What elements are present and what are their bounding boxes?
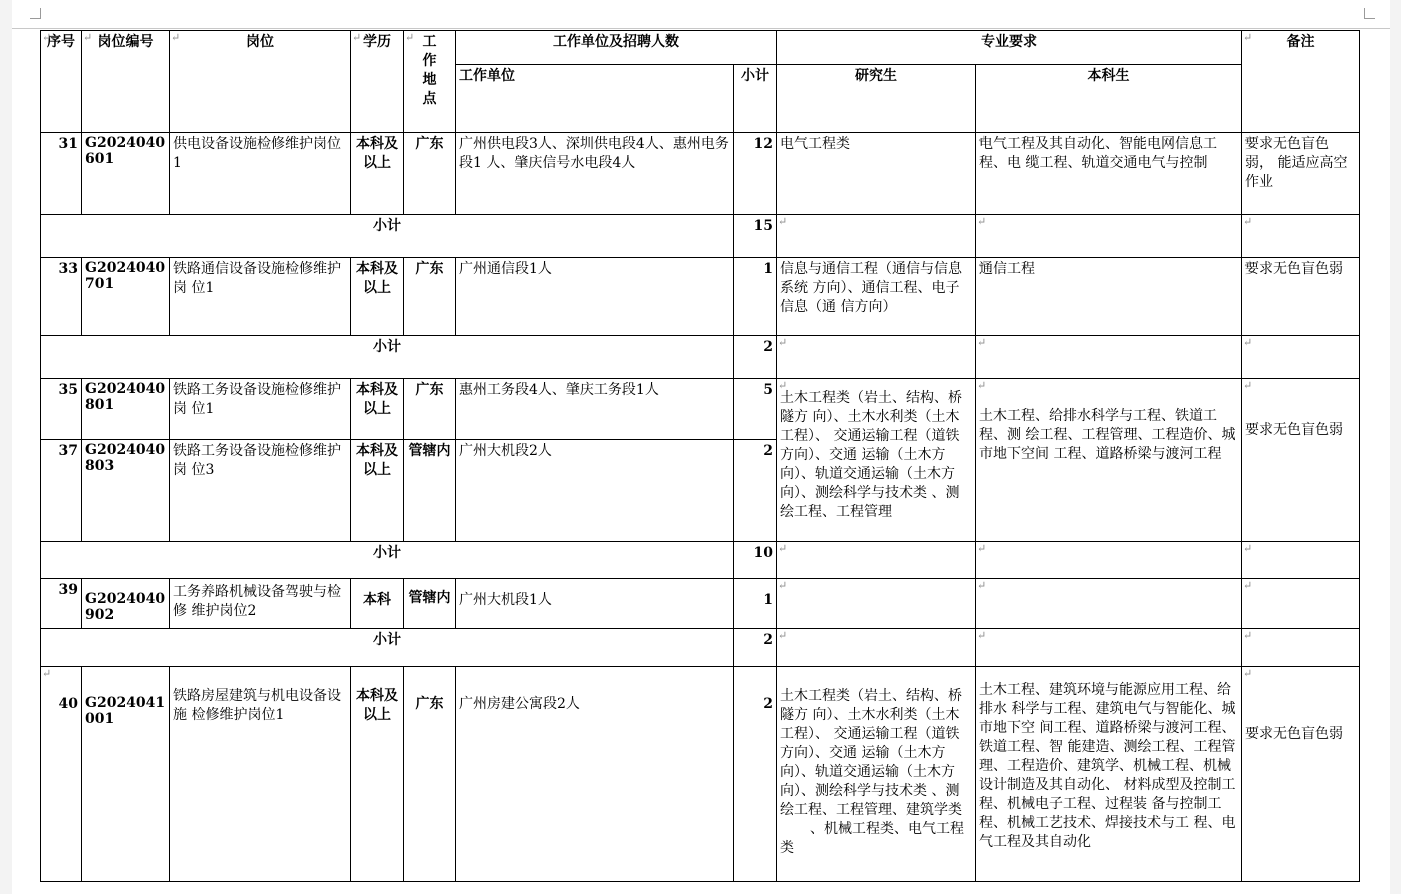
header-no: ↵ 序号 bbox=[41, 31, 82, 133]
header-undergraduate: 本科生 bbox=[976, 65, 1242, 133]
row-graduate-empty bbox=[777, 579, 976, 629]
row-code: G2024040902 bbox=[82, 579, 170, 629]
row-code: G2024040601 bbox=[82, 133, 170, 215]
subtotal-undergraduate bbox=[976, 336, 1242, 379]
subtotal-graduate bbox=[777, 542, 976, 579]
row-unit: 广州供电段3人、深圳供电段4人、惠州电务段1 人、肇庆信号水电段4人 bbox=[456, 133, 734, 215]
row-education: 本科及以上 bbox=[351, 133, 404, 215]
row-unit: 广州通信段1人 bbox=[456, 258, 734, 336]
header-unit: 工作单位 bbox=[456, 65, 734, 133]
subtotal-graduate bbox=[777, 215, 976, 258]
page-top-edge bbox=[12, 28, 1390, 29]
row-count: 1 bbox=[734, 579, 777, 629]
row-education: 本科及以上 bbox=[351, 667, 404, 882]
header-count: 小计 bbox=[734, 65, 777, 133]
row-code: G2024040801 bbox=[82, 379, 170, 440]
row-remarks: ↵ 要求无色盲色弱， 能适应高空作业 bbox=[1242, 133, 1360, 215]
row-no: 35 bbox=[41, 379, 82, 440]
subtotal-label: 小计 bbox=[41, 336, 734, 379]
row-post: 供电设备设施检修维护岗位1 bbox=[170, 133, 351, 215]
row-graduate-tail: 、机械工程类、电气工程类 bbox=[780, 821, 964, 856]
row-no: 39 bbox=[41, 579, 82, 629]
row-count: 2 bbox=[734, 440, 777, 542]
row-remarks-empty bbox=[1242, 579, 1360, 629]
row-location: 管辖内 bbox=[404, 579, 456, 629]
table-row bbox=[41, 258, 1360, 336]
subtotal-label: 小计 bbox=[41, 629, 734, 667]
header-location bbox=[404, 31, 456, 133]
crop-mark-right bbox=[1364, 8, 1375, 19]
row-no: 31 bbox=[41, 133, 82, 215]
header-post: ↵ 岗位 bbox=[170, 31, 351, 133]
row-location: 广东 bbox=[404, 133, 456, 215]
row-location: 广东 bbox=[404, 379, 456, 440]
row-code: G2024040701 bbox=[82, 258, 170, 336]
row-graduate bbox=[777, 667, 976, 882]
row-no: 37 bbox=[41, 440, 82, 542]
row-code: G2024041001 bbox=[82, 667, 170, 882]
row-graduate: 信息与通信工程（通信与信息系统 方向）、通信工程、电子信息（通 信方向） bbox=[777, 258, 976, 336]
row-location: 广东 bbox=[404, 667, 456, 882]
subtotal-remarks bbox=[1242, 629, 1360, 667]
table-row bbox=[41, 579, 1360, 629]
subtotal-value: 10 bbox=[734, 542, 777, 579]
row-no: 33 bbox=[41, 258, 82, 336]
subtotal-remarks bbox=[1242, 542, 1360, 579]
subtotal-label: 小计 bbox=[41, 215, 734, 258]
row-count: 12 bbox=[734, 133, 777, 215]
subtotal-value: 2 bbox=[734, 336, 777, 379]
row-unit: 惠州工务段4人、肇庆工务段1人 bbox=[456, 379, 734, 440]
row-remarks: ↵ 要求无色盲色弱 bbox=[1242, 667, 1360, 882]
table-row bbox=[41, 667, 1360, 882]
row-post: 铁路工务设备设施检修维护岗 位3 bbox=[170, 440, 351, 542]
header-location-text: ↵ 工作地点 bbox=[422, 34, 437, 107]
group-undergraduate: ↵ 土木工程、给排水科学与工程、铁道工程、测 绘工程、工程管理、工程造价、城市地下空间 工程、道路桥梁与渡河工程 bbox=[976, 379, 1242, 542]
row-post: 铁路通信设备设施检修维护岗 位1 bbox=[170, 258, 351, 336]
subtotal-row bbox=[41, 336, 1360, 379]
subtotal-undergraduate bbox=[976, 215, 1242, 258]
row-unit: 广州房建公寓段2人 bbox=[456, 667, 734, 882]
row-unit: 广州大机段2人 bbox=[456, 440, 734, 542]
row-location: 广东 bbox=[404, 258, 456, 336]
row-education: 本科及以上 bbox=[351, 440, 404, 542]
row-undergraduate: 土木工程、建筑环境与能源应用工程、给排水 科学与工程、建筑电气与智能化、城市地下空 间工程、道路桥梁与渡河工程、铁道工程、智 能建造、测绘工程、工程管理、工程造价、建筑学、机械工程、机械设计制造及其自动化、 材料成型及控制工程、机械电子工程、过程装 备与控制工程、机械工艺技术、焊接技术与工 程、电气工程及其自动化 bbox=[976, 667, 1242, 882]
row-remarks: ↵ 要求无色盲色弱 bbox=[1242, 258, 1360, 336]
crop-mark-left bbox=[30, 8, 41, 19]
row-undergraduate-empty bbox=[976, 579, 1242, 629]
header-remarks: ↵ 备注 bbox=[1242, 31, 1360, 133]
subtotal-row bbox=[41, 542, 1360, 579]
subtotal-graduate bbox=[777, 629, 976, 667]
header-education: ↵ 学历 bbox=[351, 31, 404, 133]
row-code: G2024040803 bbox=[82, 440, 170, 542]
row-location: 管辖内 bbox=[404, 440, 456, 542]
group-graduate: ↵ 土木工程类（岩土、结构、桥隧方 向）、土木水利类（土木工程）、 交通运输工程（道铁方向）、交通 运输（土木方向）、轨道交通运输（土木方向）、测绘科学与技术类 、测绘工程、工程管理 bbox=[777, 379, 976, 542]
row-graduate-main: 土木工程类（岩土、结构、桥隧方 向）、土木水利类（土木工程）、 交通运输工程（道铁方向）、交通 运输（土木方向）、轨道交通运输（土木方向）、测绘科学与技术类 、测绘工程、工程管理、建筑学类 bbox=[780, 688, 962, 818]
row-count: 1 bbox=[734, 258, 777, 336]
row-unit: 广州大机段1人 bbox=[456, 579, 734, 629]
row-count: 5 bbox=[734, 379, 777, 440]
group-remarks: ↵ 要求无色盲色弱 bbox=[1242, 379, 1360, 542]
table-row bbox=[41, 133, 1360, 215]
row-undergraduate: ↵ 通信工程 bbox=[976, 258, 1242, 336]
header-graduate: 研究生 bbox=[777, 65, 976, 133]
row-count: 2 bbox=[734, 667, 777, 882]
row-post: 工务养路机械设备驾驶与检修 维护岗位2 bbox=[170, 579, 351, 629]
header-major-group: 专业要求 bbox=[777, 31, 1242, 65]
table-header-row bbox=[41, 31, 1360, 65]
subtotal-value: 2 bbox=[734, 629, 777, 667]
recruitment-table bbox=[40, 30, 1360, 882]
subtotal-remarks bbox=[1242, 336, 1360, 379]
subtotal-remarks bbox=[1242, 215, 1360, 258]
row-post: 铁路工务设备设施检修维护岗 位1 bbox=[170, 379, 351, 440]
row-education: 本科及以上 bbox=[351, 379, 404, 440]
subtotal-undergraduate bbox=[976, 542, 1242, 579]
subtotal-graduate bbox=[777, 336, 976, 379]
subtotal-row bbox=[41, 215, 1360, 258]
row-education: 本科及以上 bbox=[351, 258, 404, 336]
subtotal-value: 15 bbox=[734, 215, 777, 258]
subtotal-row bbox=[41, 629, 1360, 667]
row-post: 铁路房屋建筑与机电设备设施 检修维护岗位1 bbox=[170, 667, 351, 882]
table-row bbox=[41, 379, 1360, 440]
subtotal-label: 小计 bbox=[41, 542, 734, 579]
header-code: ↵ 岗位编号 bbox=[82, 31, 170, 133]
subtotal-undergraduate bbox=[976, 629, 1242, 667]
row-graduate: 电气工程类 bbox=[777, 133, 976, 215]
header-unit-group: 工作单位及招聘人数 bbox=[456, 31, 777, 65]
row-undergraduate: ↵ 电气工程及其自动化、智能电网信息工程、电 缆工程、轨道交通电气与控制 bbox=[976, 133, 1242, 215]
row-no: ↵ 40 bbox=[41, 667, 82, 882]
row-education: 本科 bbox=[351, 579, 404, 629]
